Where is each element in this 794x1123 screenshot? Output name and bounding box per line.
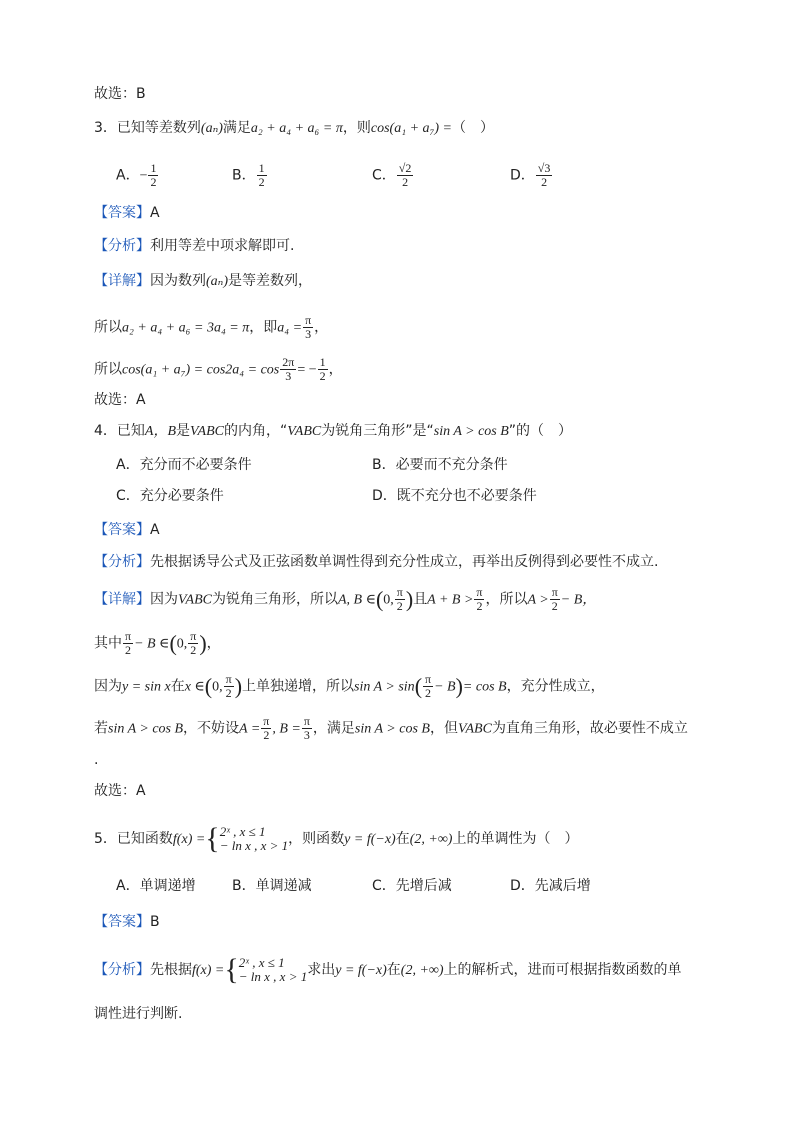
fraction: $\frac{√2}{2}$ [398, 161, 412, 189]
fraction: $\frac{1}{2}$ [150, 161, 157, 189]
q4-detail-1: 【详解】因为VABC为锐角三角形，所以A, B ∈(0, $\frac{\pi}{2}$ )且A + B > $\frac{\pi}{2}$ ，所以A > $\frac{\pi}{2}$ − B， [94, 585, 597, 613]
q4-answer: 【答案】A [94, 522, 160, 538]
q5-stem: 5．已知函数f(x) ={ 2ˣ , x ≤ 1 − ln x , x > 1 ，则函数y = f(−x)在(2, +∞)上的单调性为（ ） [94, 822, 579, 855]
q4-option-a: A．充分而不必要条件 [116, 457, 252, 473]
q3-detail-1: 【详解】因为数列(aₙ)是等差数列， [94, 273, 312, 289]
q5-option-b: B．单调递减 [232, 878, 312, 894]
q4-analysis: 【分析】先根据诱导公式及正弦函数单调性得到充分性成立，再举出反例得到必要性不成立. [94, 554, 659, 570]
q3-number: 3． [94, 120, 117, 136]
q3-answer: 【答案】A [94, 205, 160, 221]
q4-option-c: C．充分必要条件 [116, 488, 224, 504]
q2-final-answer: 故选：B [94, 86, 146, 102]
q4-stem: 4．已知A，B是VABC的内角，“VABC为锐角三角形”是“sin A > cos B”的（ ） [94, 423, 573, 439]
q4-option-d: D．既不充分也不必要条件 [372, 488, 537, 504]
q3-detail-2: 所以a₂ + a₄ + a₆ = 3a₄ = π，即a₄ = $\frac{\pi}{3}$ ， [94, 313, 329, 341]
q5-option-c: C．先增后减 [372, 878, 452, 894]
q5-analysis: 【分析】先根据f(x) ={ 2ˣ , x ≤ 1 − ln x , x > 1 求出y = f(−x)在(2, +∞)上的解析式，进而可根据指数函数的单 [94, 953, 682, 986]
q5-option-a: A．单调递增 [116, 878, 196, 894]
q5-analysis-cont: 调性进行判断. [94, 1006, 183, 1022]
q4-detail-4: 若sin A > cos B，不妨设A = $\frac{\pi}{2}$ , B = $\frac{\pi}{3}$ ，满足sin A > cos B，但VABC为直角三角形，故必要性不成立 [94, 714, 688, 742]
fraction: $\frac{1}{2}$ [258, 161, 265, 189]
q4-detail-3: 因为y = sin x在x ∈(0, $\frac{\pi}{2}$ )上单独递增，所以sin A > sin( $\frac{\pi}{2}$ − B)= cos B，充分性成立， [94, 672, 605, 700]
q4-final: 故选：A [94, 783, 146, 799]
q3-option-c: C． $\frac{√2}{2}$ [372, 161, 412, 189]
q4-detail-2: 其中 $\frac{\pi}{2}$ − B ∈(0, $\frac{\pi}{2}$ )， [94, 629, 221, 657]
q4-option-b: B．必要而不充分条件 [372, 457, 508, 473]
q3-stem: 3．已知等差数列(aₙ)满足a₂ + a₄ + a₆ = π，则cos(a₁ + a₇) =（ ） [94, 120, 495, 136]
fraction: $\frac{√3}{2}$ [537, 161, 551, 189]
q4-detail-5: . [94, 752, 99, 768]
q3-option-a: A．− $\frac{1}{2}$ [116, 161, 157, 189]
q5-answer: 【答案】B [94, 914, 160, 930]
q5-option-d: D．先减后增 [510, 878, 591, 894]
q3-analysis: 【分析】利用等差中项求解即可. [94, 238, 295, 254]
q3-option-b: B． $\frac{1}{2}$ [232, 161, 265, 189]
q3-detail-3: 所以cos(a₁ + a₇) = cos2a₄ = cos $\frac{2\pi}{3}$ = − $\frac{1}{2}$ ， [94, 355, 343, 383]
q3-final: 故选：A [94, 392, 146, 408]
q3-option-d: D． $\frac{√3}{2}$ [510, 161, 551, 189]
